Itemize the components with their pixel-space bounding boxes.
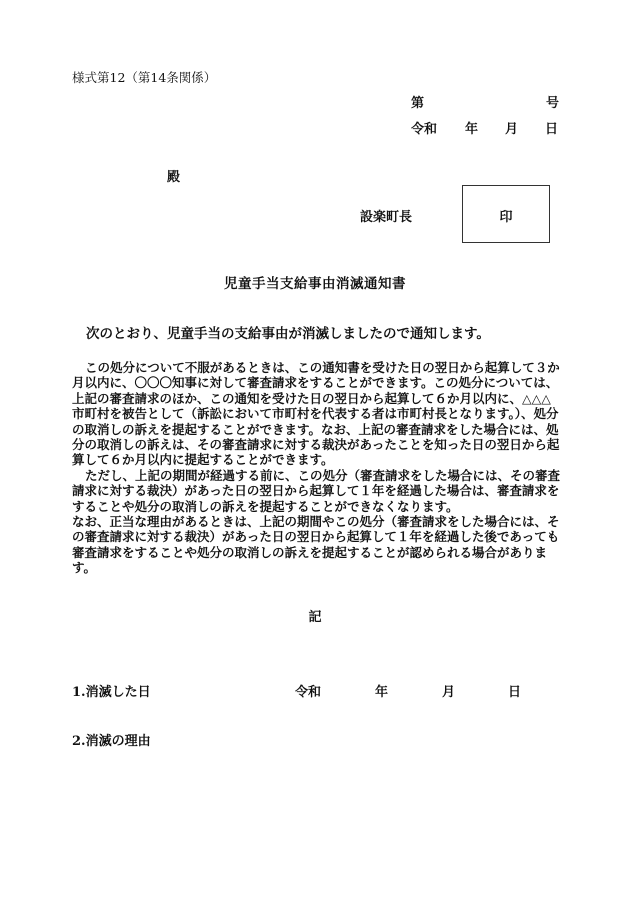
item1-date-year: 年	[375, 685, 389, 700]
addressee-honorific: 殿	[167, 170, 181, 185]
appeal-notice	[72, 360, 560, 576]
item1-date-month: 月	[442, 685, 456, 700]
intro-text: 次のとおり、児童手当の支給事由が消滅しましたので通知します。	[86, 326, 490, 342]
notice-paragraph-1: この処分について不服があるときは、この通知書を受けた日の翌日から起算して３か月以内に、〇〇〇知事に対して審査請求をすることができます。この処分については、上記の審査請求のほか、この通知を受けた日の翌日から起算して６か月以内に、△△△市町村を被告として（訴訟において市町村を代表する者は市町村長となります。）、処分の取消しの訴えを提起することができます。なお、上記の審査請求をした場合には、処分の取消しの訴えは、その審査請求に対する裁決があったことを知った日の翌日から起算して６か月以内に提起することができます。	[72, 360, 560, 468]
item1-date-era: 令和	[295, 685, 322, 700]
notice-paragraph-3: なお、正当な理由があるときは、上記の期間やこの処分（審査請求をした場合には、その審査請求に対する裁決）があった日の翌日から起算して１年を経過した後であっても審査請求をすることや処分の取消しの訴えを提起することが認められる場合があります。	[72, 514, 560, 576]
item2-label: 2.消滅の理由	[72, 734, 151, 749]
seal-label: 印	[499, 210, 513, 225]
issue-date-era: 令和	[411, 122, 438, 137]
issue-date-year: 年	[465, 122, 479, 137]
doc-number-suffix: 号	[545, 96, 559, 111]
notice-paragraph-2: ただし、上記の期間が経過する前に、この処分（審査請求をした場合には、その審査請求に対する裁決）があった日の翌日から起算して１年を経過した場合は、審査請求をすることや処分の取消しの訴えを提起することができなくなります。	[72, 467, 561, 514]
seal-box	[462, 185, 550, 243]
issuer-name: 設楽町長	[360, 210, 413, 225]
document-title: 児童手当支給事由消滅通知書	[224, 276, 406, 292]
issue-date-month: 月	[505, 122, 519, 137]
issue-date-day: 日	[545, 122, 559, 137]
form-number: 様式第12（第14条関係）	[72, 70, 217, 85]
doc-number-prefix: 第	[411, 96, 425, 111]
item1-label: 1.消滅した日	[72, 685, 151, 700]
ki-heading: 記	[308, 610, 322, 625]
document-number	[411, 92, 559, 111]
item1-date-day: 日	[508, 685, 522, 700]
